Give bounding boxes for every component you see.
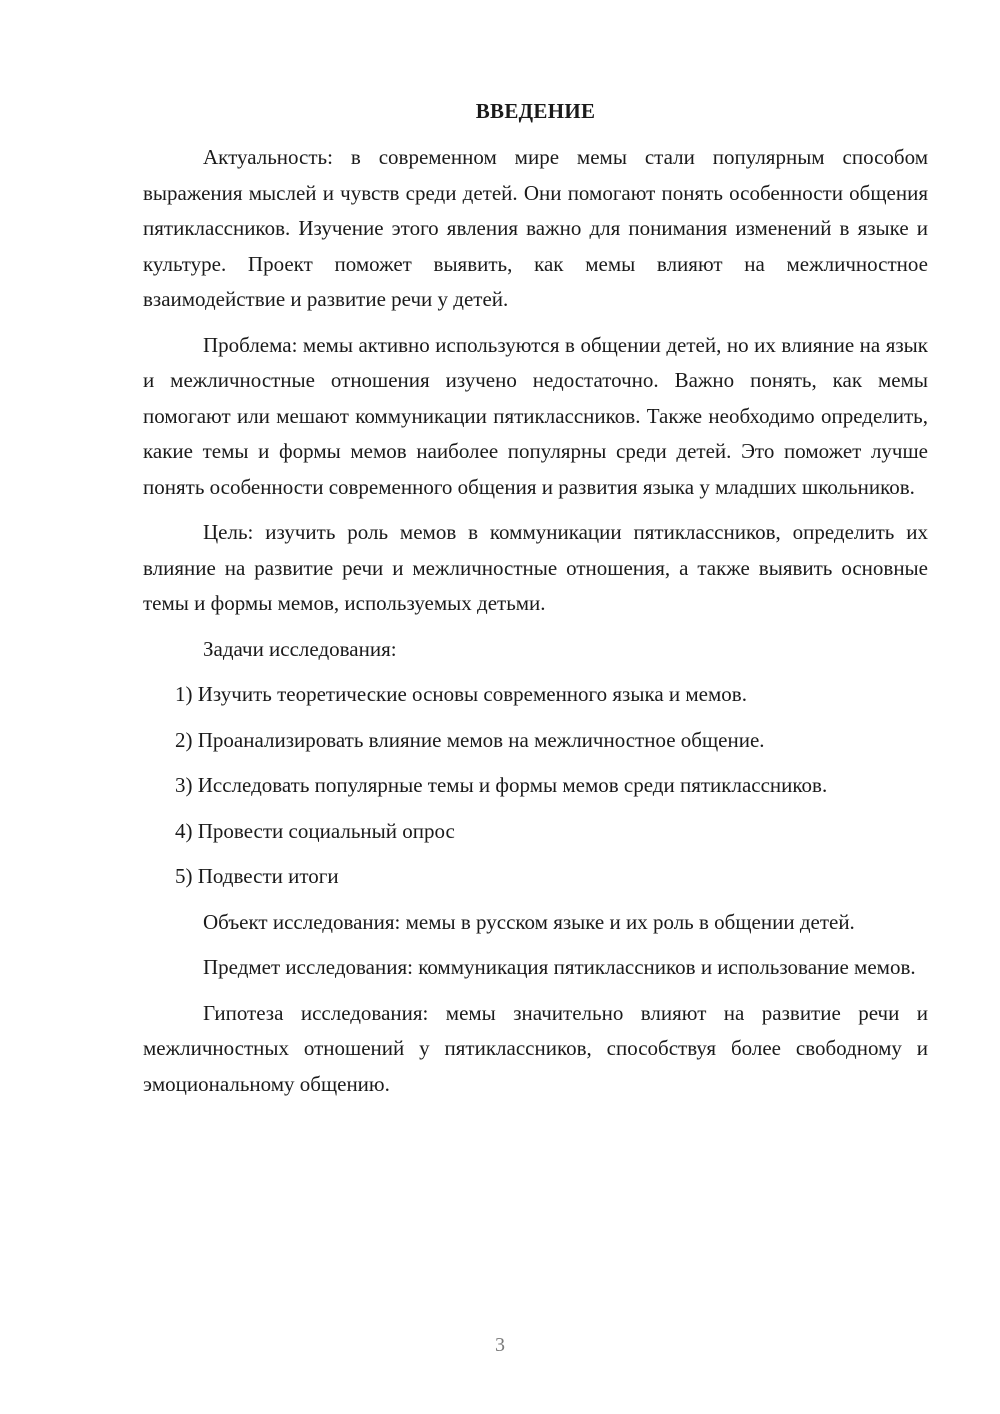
paragraph-goal: Цель: изучить роль мемов в коммуникации пятиклассников, определить их влияние на развитие речи и межличностные отношения, а также выявить основные темы и формы мемов, используемых детьми. <box>143 520 928 615</box>
tasks-heading: Задачи исследования: <box>203 636 397 661</box>
paragraph-problem: Проблема: мемы активно используются в общении детей, но их влияние на язык и межличностные отношения изучено недостаточно. Важно понять, как мемы помогают или мешают коммуникации пятиклассников. Также необходимо определить, какие темы и формы мемов наиболее популярны среди детей. Это поможет лучше понять особенности современного общения и развития языка у младших школьников. <box>143 332 928 499</box>
task-item-2: 2) Проанализировать влияние мемов на межличностное общение. <box>175 727 765 752</box>
paragraph-relevance: Актуальность: в современном мире мемы стали популярным способом выражения мыслей и чувств среди детей. Они помогают понять особенности общения пятиклассников. Изучение этого явления важно для понимания изменений в языке и культуре. Проект поможет выявить, как мемы влияют на межличностное взаимодействие и развитие речи у детей. <box>143 145 928 311</box>
page-number: 3 <box>495 1334 505 1356</box>
paragraph-hypothesis: Гипотеза исследования: мемы значительно влияют на развитие речи и межличностных отношений у пятиклассников, способствуя более свободному и эмоциональному общению. <box>143 1000 928 1096</box>
paragraph-object: Объект исследования: мемы в русском языке и их роль в общении детей. <box>203 909 855 934</box>
task-item-3: 3) Исследовать популярные темы и формы мемов среди пятиклассников. <box>175 773 828 797</box>
task-item-1: 1) Изучить теоретические основы современного языка и мемов. <box>175 682 747 706</box>
task-item-4: 4) Провести социальный опрос <box>175 818 455 843</box>
document-page <box>143 96 928 1102</box>
paragraph-subject: Предмет исследования: коммуникация пятиклассников и использование мемов. <box>203 955 916 979</box>
section-heading: ВВЕДЕНИЕ <box>475 99 596 123</box>
task-item-5: 5) Подвести итоги <box>175 864 339 888</box>
